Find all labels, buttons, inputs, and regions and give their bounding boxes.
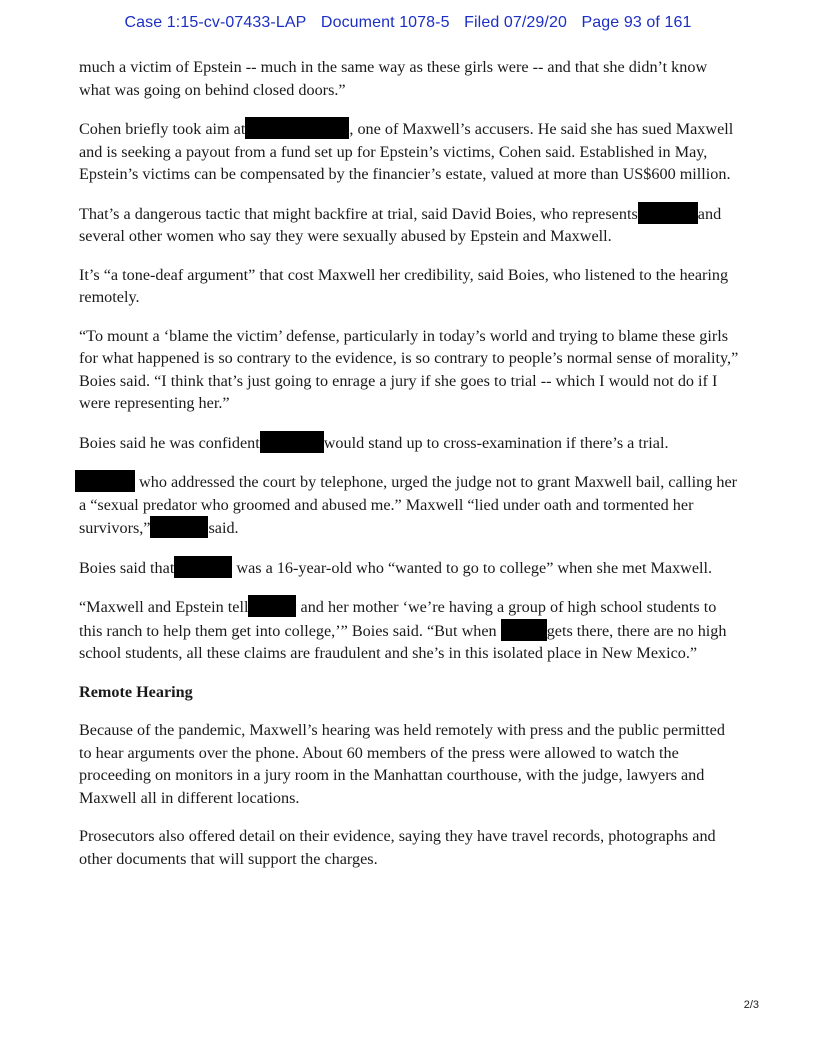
article-body [79,56,741,886]
redaction-box [150,516,208,538]
filed-date: Filed 07/29/20 [464,14,567,31]
paragraph-11: Prosecutors also offered detail on their evidence, saying they have travel records, photographs and other documents that will support the charges. [79,827,716,868]
paragraph-5: “To mount a ‘blame the victim’ defense, particularly in today’s world and trying to blame these girls for what happened is so contrary to the evidence, is so contrary to people’s normal sense of morality,” Boies said. “I think that’s just going to enrage a jury if she goes to trial -- which I would not do if I were representing her.” [79,326,739,412]
redaction-box [174,556,232,578]
text-fragment: , one of Maxwell’s accusers. He said she has sued Maxwell and is seeking a payout from a fund set up for Epstein’s victims, Cohen said. Established in May, Epstein’s victims can be compensated by the financier’s estate, valued at more than US$600 million. [79,120,734,183]
paragraph-7 [79,470,741,540]
text-fragment: who addressed the court by telephone, urged the judge not to grant Maxwell bail, calling her a “sexual predator who groomed and abused me.” Maxwell “lied under oath and tormented her survivors,” [79,473,738,537]
paragraph-4: It’s “a tone-deaf argument” that cost Maxwell her credibility, said Boies, who listened to the hearing remotely. [79,265,729,306]
text-fragment: said. [208,519,239,537]
text-fragment: “Maxwell and Epstein tell [79,598,249,616]
case-number: Case 1:15-cv-07433-LAP [124,14,307,31]
paragraph-6 [79,431,741,455]
paragraph-10: Because of the pandemic, Maxwell’s hearing was held remotely with press and the public permitted to hear arguments over the phone. About 60 members of the press were allowed to watch the proceeding on monitors in a jury room in the Manhattan courthouse, with the judge, lawyers and Maxwell all in different locations. [79,721,725,807]
redaction-box [638,202,698,224]
page-number: 2/3 [743,999,759,1011]
paragraph-3 [79,202,741,248]
document-number: Document 1078-5 [320,14,450,31]
paragraph-1: much a victim of Epstein -- much in the same way as these girls were -- and that she didn’t know what was going on behind closed doors.” [79,58,708,99]
text-fragment: Boies said he was confident [79,433,260,452]
text-fragment: gets there, there are no high school students, all these claims are fraudulent and she’s in this isolated place in New Mexico.” [79,621,727,662]
redaction-box [260,431,324,453]
text-fragment: and several other women who say they were sexually abused by Epstein and Maxwell. [79,204,722,245]
paragraph-8 [79,556,741,580]
redaction-box [248,595,296,617]
redaction-box [75,470,135,492]
page-indicator: Page 93 of 161 [581,14,692,31]
case-header [0,14,816,32]
text-fragment: would stand up to cross-examination if there’s a trial. [323,433,669,452]
text-fragment: That’s a dangerous tactic that might backfire at trial, said David Boies, who represents [79,204,638,223]
text-fragment: Boies said that [79,558,175,577]
redaction-box [245,117,349,139]
paragraph-9 [79,595,741,665]
text-fragment: was a 16-year-old who “wanted to go to college” when she met Maxwell. [232,558,713,577]
redaction-box [501,619,547,641]
paragraph-2 [79,117,741,186]
text-fragment: and her mother ‘we’re having a group of high school students to this ranch to help them get into college,’” Boies said. “But when [79,598,717,640]
text-fragment: Cohen briefly took aim at [79,120,246,138]
section-heading: Remote Hearing [79,682,193,701]
